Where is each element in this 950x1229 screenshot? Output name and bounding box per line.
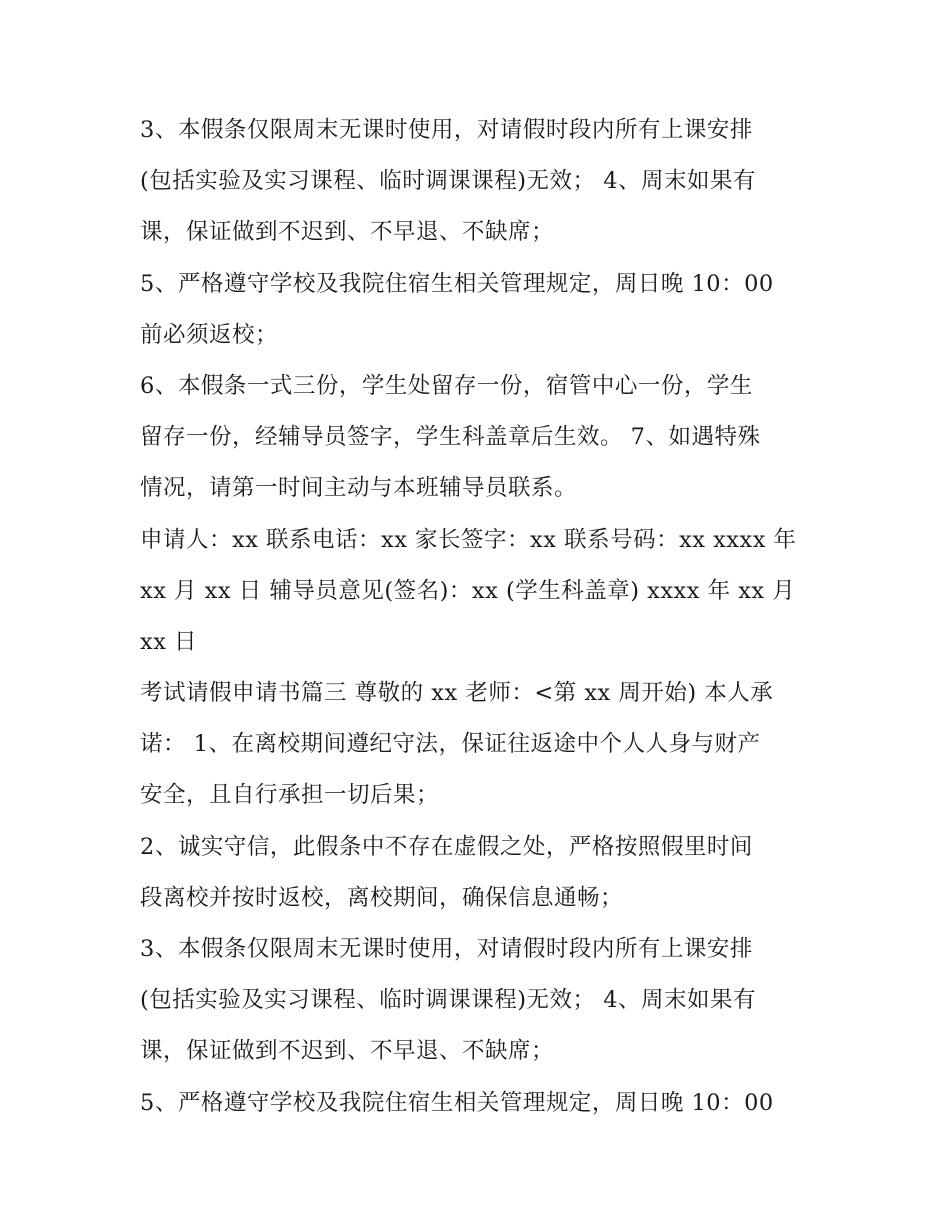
text-line-promise-1-cont: 安全，且自行承担一切后果； [140,782,440,809]
text-line-promise-3: 3、本假条仅限周末无课时使用，对请假时段内所有上课安排 [140,936,753,962]
text-line-promise-5: 5、严格遵守学校及我院住宿生相关管理规定，周日晚 10：00 [140,1089,774,1116]
text-line-rule-7-cont: 情况，请第一时间主动与本班辅导员联系。 [140,475,578,502]
text-line-rule-4-cont: 课，保证做到不迟到、不早退、不缺席； [140,219,555,246]
text-line-promise-4-cont: 课，保证做到不迟到、不早退、不缺席； [140,1038,555,1065]
text-line-promise-2: 2、诚实守信，此假条中不存在虚假之处，严格按照假里时间 [140,833,753,860]
text-line-date: xx 日 [140,628,198,655]
text-line-rule-6: 6、本假条一式三份，学生处留存一份，宿管中心一份，学生 [140,372,753,399]
text-line-rule-3-cont: (包括实验及实习课程、临时调课课程)无效； 4、周末如果有 [140,168,757,195]
text-line-applicant-info: 申请人：xx 联系电话：xx 家长签字：xx 联系号码：xx xxxx 年 [140,526,797,553]
text-line-rule-5: 5、严格遵守学校及我院住宿生相关管理规定，周日晚 10：00 [140,270,774,297]
text-line-section-three: 考试请假申请书篇三 尊敬的 xx 老师：<第 xx 周开始) 本人承 [140,680,774,707]
text-line-rule-6-cont: 留存一份，经辅导员签字，学生科盖章后生效。 7、如遇特殊 [140,424,761,451]
document-text [140,105,810,1129]
text-line-promise-2-cont: 段离校并按时返校，离校期间，确保信息通畅； [140,884,624,911]
text-line-promise-3-cont: (包括实验及实习课程、临时调课课程)无效； 4、周末如果有 [140,987,757,1014]
text-line-rule-5-cont: 前必须返校； [140,321,279,348]
text-line-counselor-opinion: xx 月 xx 日 辅导员意见(签名)：xx (学生科盖章) xxxx 年 xx 月 [140,577,796,604]
text-line-promise-1: 诺： 1、在离校期间遵纪守法，保证往返途中个人人身与财产 [140,731,761,758]
document-body [140,105,810,1129]
text-line-rule-3: 3、本假条仅限周末无课时使用，对请假时段内所有上课安排 [140,117,753,143]
